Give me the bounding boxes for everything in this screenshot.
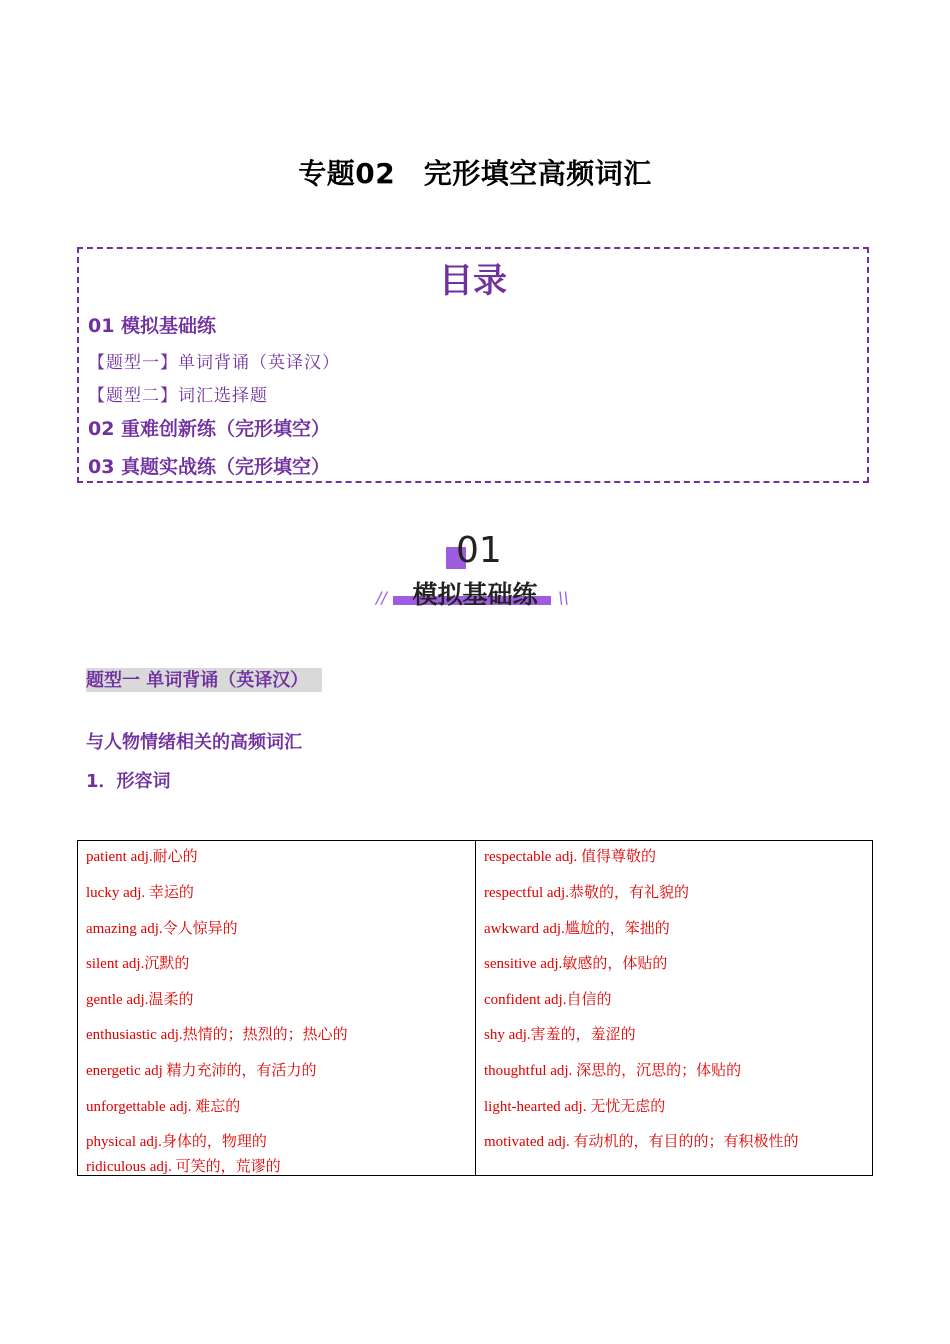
vocab-item: lucky adj. 幸运的 (86, 885, 194, 901)
subcategory-heading: 1．形容词 (86, 771, 171, 792)
vocab-item: respectable adj. 值得尊敬的 (484, 849, 657, 865)
toc-item-03[interactable]: 03 真题实战练（完形填空） (88, 456, 331, 478)
vocabulary-table (77, 840, 873, 1176)
vocab-item: gentle adj.温柔的 (86, 992, 194, 1008)
vocab-item: awkward adj.尴尬的，笨拙的 (484, 921, 670, 937)
vocab-item: light-hearted adj. 无忧无虑的 (484, 1099, 666, 1115)
question-type-label: 题型一 单词背诵（英译汉） (86, 668, 322, 692)
vocab-item: respectful adj.恭敬的，有礼貌的 (484, 885, 689, 901)
vocab-item: sensitive adj.敏感的，体贴的 (484, 956, 668, 972)
vocab-item: energetic adj 精力充沛的，有活力的 (86, 1063, 317, 1079)
section-number: 01 (456, 530, 502, 571)
vocab-item: unforgettable adj. 难忘的 (86, 1099, 241, 1115)
vocab-item: silent adj.沉默的 (86, 956, 190, 972)
table-column-divider (475, 841, 476, 1175)
vocab-item: motivated adj. 有动机的，有目的的；有积极性的 (484, 1134, 799, 1150)
left-slash-decoration: // (376, 588, 387, 607)
document-title: 专题02 完形填空高频词汇 (298, 157, 652, 190)
section-title: 模拟基础练 (412, 580, 538, 609)
vocab-item: shy adj.害羞的，羞涩的 (484, 1027, 636, 1043)
vocab-item: amazing adj.令人惊异的 (86, 921, 238, 937)
category-heading: 与人物情绪相关的高频词汇 (86, 732, 302, 753)
table-of-contents (77, 247, 869, 483)
vocab-item: thoughtful adj. 深思的，沉思的；体贴的 (484, 1063, 742, 1079)
toc-item-type-1[interactable]: 【题型一】单词背诵（英译汉） (88, 353, 340, 373)
vocab-item: enthusiastic adj.热情的；热烈的；热心的 (86, 1027, 348, 1043)
toc-item-02[interactable]: 02 重难创新练（完形填空） (88, 418, 331, 440)
toc-item-01[interactable]: 01 模拟基础练 (88, 315, 217, 337)
vocab-item: ridiculous adj. 可笑的，荒谬的 (86, 1159, 281, 1175)
vocab-item: confident adj.自信的 (484, 992, 612, 1008)
right-slash-decoration: \\ (558, 588, 569, 607)
toc-item-type-2[interactable]: 【题型二】词汇选择题 (88, 386, 268, 406)
toc-heading: 目录 (439, 261, 507, 301)
vocab-item: physical adj.身体的，物理的 (86, 1134, 267, 1150)
vocab-item: patient adj.耐心的 (86, 849, 198, 865)
